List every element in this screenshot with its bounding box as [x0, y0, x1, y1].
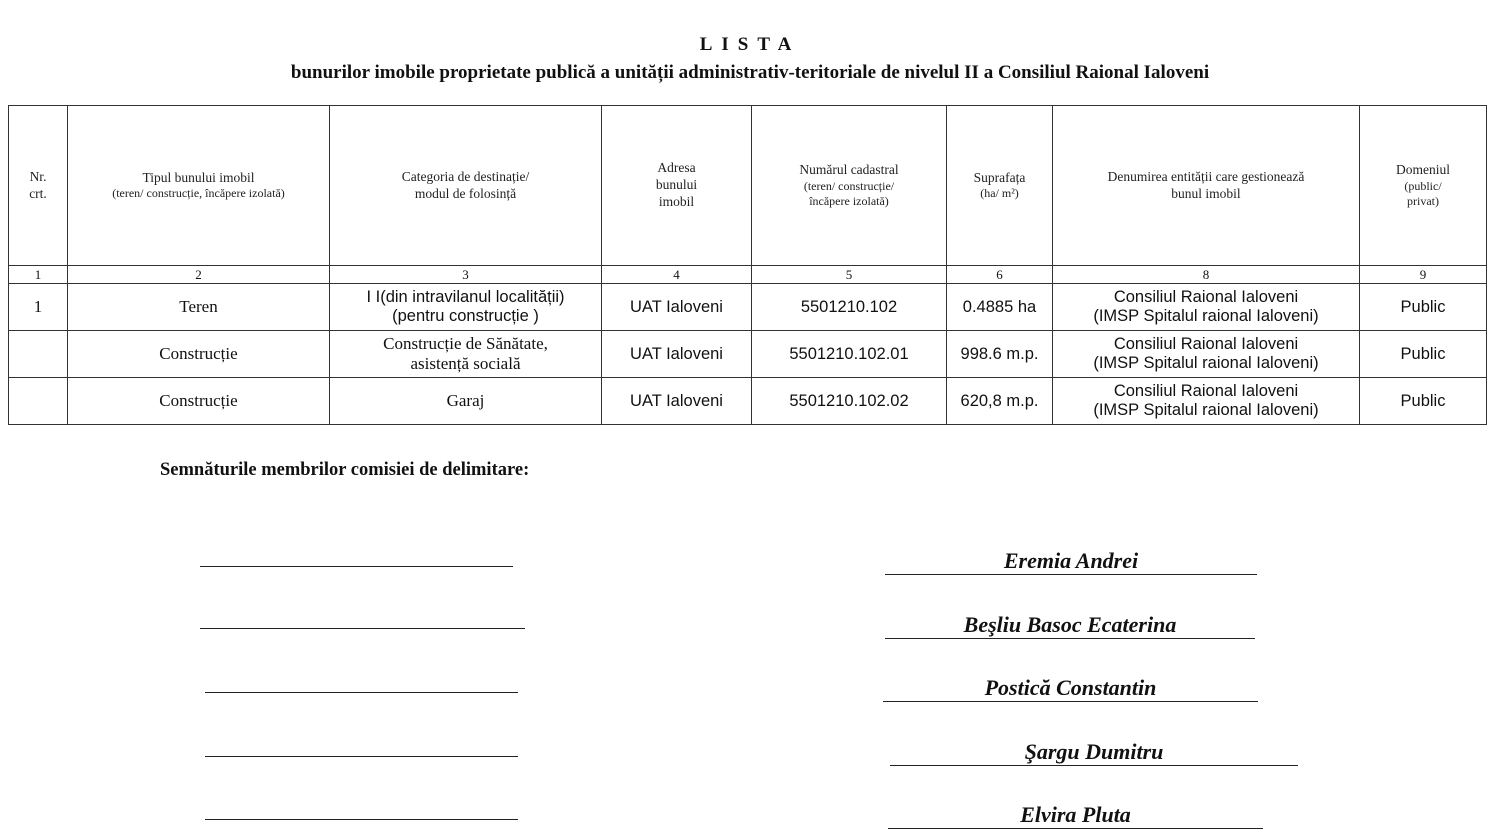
signature-name: Beşliu Basoc Ecaterina [885, 612, 1255, 639]
cell-cadastral: 5501210.102.02 [752, 378, 947, 425]
cell-entitate: Consiliul Raional Ialoveni (IMSP Spitalul raional Ialoveni) [1053, 378, 1360, 425]
header-entitate: Denumirea entității care gestionează bunul imobil [1053, 106, 1360, 266]
cell-entitate: Consiliul Raional Ialoveni (IMSP Spitalul raional Ialoveni) [1053, 284, 1360, 331]
column-number: 5 [752, 266, 947, 284]
signature-blank-line [205, 692, 518, 693]
cell-adresa: UAT Ialoveni [602, 284, 752, 331]
table-row [9, 331, 1487, 378]
cell-entitate: Consiliul Raional Ialoveni (IMSP Spitalul raional Ialoveni) [1053, 331, 1360, 378]
cell-categoria: Garaj [330, 378, 602, 425]
property-table [8, 105, 1487, 425]
table-row [9, 284, 1487, 331]
cell-nr: 1 [9, 284, 68, 331]
cell-nr [9, 331, 68, 378]
column-number: 6 [947, 266, 1053, 284]
cell-suprafata: 620,8 m.p. [947, 378, 1053, 425]
signature-name: Eremia Andrei [885, 548, 1257, 575]
cell-suprafata: 0.4885 ha [947, 284, 1053, 331]
signature-name: Elvira Pluta [888, 802, 1263, 829]
column-number: 9 [1360, 266, 1487, 284]
document-title: LISTA [699, 34, 801, 55]
table-row [9, 378, 1487, 425]
column-number: 2 [68, 266, 330, 284]
header-nr-crt: Nr. crt. [9, 106, 68, 266]
column-number: 4 [602, 266, 752, 284]
cell-adresa: UAT Ialoveni [602, 378, 752, 425]
cell-tip: Construcție [68, 331, 330, 378]
document-subtitle: bunurilor imobile proprietate publică a unității administrativ-teritoriale de nivelul II a Consiliul Raional Ialoveni [290, 62, 1210, 83]
cell-cadastral: 5501210.102 [752, 284, 947, 331]
column-number: 8 [1053, 266, 1360, 284]
header-numar-cadastral: Numărul cadastral (teren/ construcție/ încăpere izolată) [752, 106, 947, 266]
column-number: 1 [9, 266, 68, 284]
cell-categoria: Construcție de Sănătate, asistență socială [330, 331, 602, 378]
cell-cadastral: 5501210.102.01 [752, 331, 947, 378]
cell-categoria: I I(din intravilanul localității) (pentru construcție ) [330, 284, 602, 331]
signature-blank-line [200, 566, 513, 567]
cell-domeniul: Public [1360, 331, 1487, 378]
cell-domeniul: Public [1360, 284, 1487, 331]
header-domeniul: Domeniul (public/ privat) [1360, 106, 1487, 266]
column-number: 3 [330, 266, 602, 284]
cell-tip: Teren [68, 284, 330, 331]
cell-suprafata: 998.6 m.p. [947, 331, 1053, 378]
cell-domeniul: Public [1360, 378, 1487, 425]
signature-blank-line [205, 819, 518, 820]
cell-adresa: UAT Ialoveni [602, 331, 752, 378]
header-categoria: Categoria de destinație/ modul de folosință [330, 106, 602, 266]
header-suprafata: Suprafața (ha/ m²) [947, 106, 1053, 266]
cell-nr [9, 378, 68, 425]
column-number-row [9, 266, 1487, 284]
cell-tip: Construcție [68, 378, 330, 425]
header-adresa: Adresa bunului imobil [602, 106, 752, 266]
signature-blank-line [205, 756, 518, 757]
signature-name: Şargu Dumitru [890, 739, 1298, 766]
signature-blank-line [200, 628, 525, 629]
table-header-row [9, 106, 1487, 266]
signatures-heading: Semnăturile membrilor comisiei de delimitare: [160, 460, 530, 480]
signature-name: Postică Constantin [883, 675, 1258, 702]
header-tip-bun: Tipul bunului imobil (teren/ construcție, încăpere izolată) [68, 106, 330, 266]
